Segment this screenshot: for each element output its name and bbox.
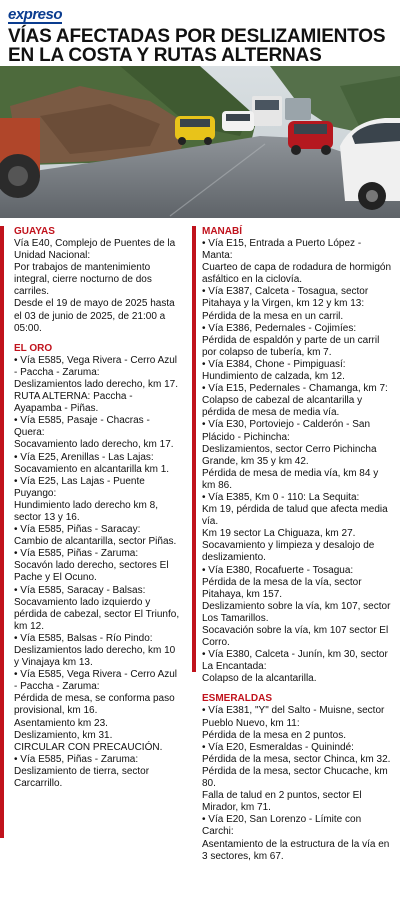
- entry-line: Pérdida de mesa de media vía, km 84 y km 86.: [202, 467, 379, 491]
- entry-line: • Vía E385, Km 0 - 110: La Sequita:: [202, 491, 360, 503]
- entry-line: • Vía E25, Arenillas - Las Lajas:: [14, 451, 154, 463]
- entry-line: • Vía E30, Portoviejo - Calderón - San Plácido - Pichincha:: [202, 419, 371, 443]
- entry-line: Hundimiento de calzada, km 12.: [202, 371, 345, 383]
- entry-line: RUTA ALTERNA: Paccha - Ayapamba - Piñas.: [14, 391, 133, 415]
- header: [0, 0, 400, 66]
- entry-line: • Vía E20, Esmeraldas - Quinindé:: [202, 741, 354, 753]
- entry-line: • Vía E386, Pedernales - Cojimíes:: [202, 322, 357, 334]
- entry-line: CIRCULAR CON PRECAUCIÓN.: [14, 741, 163, 753]
- entry-line: • Vía E380, Rocafuerte - Tosagua:: [202, 564, 354, 576]
- section-title-esmeraldas: ESMERALDAS: [202, 693, 273, 705]
- entry-line: Colapso de la alcantarilla.: [202, 673, 317, 685]
- entry-line: • Vía E384, Chone - Pimpiguasí:: [202, 358, 346, 370]
- entry-line: Pérdida de la mesa en un carril.: [202, 310, 344, 322]
- entry-line: Pérdida de mesa, se conforma paso provisional, km 16.: [14, 693, 175, 717]
- entry-line: • Vía E387, Calceta - Tosagua, sector Pitahaya y la Virgen, km 12 y km 13:: [202, 286, 369, 310]
- entry-line: Deslizamiento, km 31.: [14, 729, 113, 741]
- entry-line: Pérdida de la mesa en 2 puntos.: [202, 729, 346, 741]
- entry-line: Km 19 sector La Chiguaza, km 27.: [202, 528, 356, 540]
- section-manabi: [202, 226, 394, 685]
- entry-line: Deslizamientos lado derecho, km 10 y Vinajaya km 13.: [14, 645, 176, 669]
- entry-line: Cuarteo de capa de rodadura de hormigón asfáltico en la ciclovía.: [202, 262, 392, 286]
- entry-line: • Vía E585, Vega Rivera - Cerro Azul - Paccha - Zaruma:: [14, 669, 178, 693]
- entry-line: Socavamiento lado izquierdo y pérdida de cabezal, sector El Triunfo, km 12.: [14, 596, 180, 632]
- entry-line: Socavón lado derecho, sectores El Pache y El Ocuno.: [14, 560, 169, 584]
- entry-line: Socavamiento y limpieza y desalojo de deslizamiento.: [202, 540, 375, 564]
- entry-line: Colapso de cabezal de alcantarilla y pérdida de mesa de media vía.: [202, 395, 363, 419]
- entry-line: Pérdida de espaldón y parte de un carril por colapso de tubería, km 7.: [202, 334, 380, 358]
- section-title-el-oro: EL ORO: [14, 342, 53, 354]
- entry-line: • Vía E20, San Lorenzo - Límite con Carchi:: [202, 814, 362, 838]
- entry-line: Socavamiento lado derecho, km 17.: [14, 439, 174, 451]
- left-column: [0, 226, 188, 838]
- entry-line: Hundimiento lado derecho km 8, sector 13 y 16.: [14, 499, 158, 523]
- entry-line: Pérdida de la mesa, sector Chucache, km 80.: [202, 765, 388, 790]
- entry-line: • Vía E25, Las Lajas - Puente Puyango:: [14, 475, 145, 499]
- entry-line: • Vía E15, Entrada a Puerto López - Manta:: [202, 238, 362, 262]
- road-photo: [0, 66, 400, 218]
- section-el-oro: [14, 343, 182, 790]
- entry-line: Deslizamiento de tierra, sector Carcarrillo.: [14, 765, 150, 790]
- entry-line: • Vía E585, Pasaje - Chacras - Quera:: [14, 415, 150, 439]
- entry-line: Asentamiento de la estructura de la vía en 3 sectores, km 67.: [202, 838, 390, 862]
- entry-line: Socavación sobre la vía, km 107 sector El Corro.: [202, 625, 389, 649]
- entry-line: Km 19, pérdida de talud que afecta media vía.: [202, 504, 388, 528]
- entry-line: Desde el 19 de mayo de 2025 hasta el 03 de junio de 2025, de 21:00 a 05:00.: [14, 298, 175, 334]
- entry-line: Pérdida de la mesa, sector Chinca, km 32.: [202, 753, 391, 765]
- entry-line: Deslizamientos lado derecho, km 17.: [14, 378, 178, 390]
- entry-line: Cambio de alcantarilla, sector Piñas.: [14, 536, 177, 548]
- entry-line: • Vía E585, Vega Rivera - Cerro Azul - Paccha - Zaruma:: [14, 354, 178, 378]
- brand-logo: expreso: [8, 6, 63, 23]
- entry-line: Falla de talud en 2 puntos, sector El Mirador, km 71.: [202, 790, 362, 814]
- headline: VÍAS AFECTADAS POR DESLIZAMIENTOS EN LA COSTA Y RUTAS ALTERNAS: [8, 26, 386, 66]
- content-columns: [0, 218, 400, 862]
- section-title-manabi: MANABÍ: [202, 226, 242, 237]
- right-column: [192, 226, 400, 862]
- entry-line: • Vía E585, Piñas - Zaruma:: [14, 548, 139, 560]
- entry-line: • Vía E585, Saracay - Balsas:: [14, 584, 146, 596]
- entry-line: • Vía E585, Piñas - Zaruma:: [14, 753, 139, 765]
- section-title-guayas: GUAYAS: [14, 226, 55, 237]
- entry-line: Asentamiento km 23.: [14, 717, 108, 729]
- entry-line: • Vía E585, Piñas - Saracay:: [14, 524, 141, 536]
- entry-line: Deslizamiento sobre la vía, km 107, sector Los Tamarillos.: [202, 600, 391, 624]
- entry-line: Socavamiento en alcantarilla km 1.: [14, 463, 170, 475]
- section-guayas: [14, 226, 182, 335]
- entry-line: Deslizamientos, sector Cerro Pichincha Grande, km 35 y km 42.: [202, 443, 377, 467]
- entry-line: • Vía E15, Pedernales - Chamanga, km 7:: [202, 383, 388, 395]
- entry-line: Vía E40, Complejo de Puentes de la Unidad Nacional:: [14, 238, 176, 262]
- entry-line: • Vía E381, "Y" del Salto - Muisne, sector Pueblo Nuevo, km 11:: [202, 705, 385, 729]
- entry-line: • Vía E380, Calceta - Junín, km 30, sector La Encantada:: [202, 649, 388, 673]
- entry-line: • Vía E585, Balsas - Río Pindo:: [14, 632, 153, 644]
- entry-line: Pérdida de la mesa de la vía, sector Pitahaya, km 157.: [202, 576, 362, 600]
- section-esmeraldas: [202, 693, 394, 862]
- entry-line: Por trabajos de mantenimiento integral, cierre nocturno de dos carriles.: [14, 262, 152, 298]
